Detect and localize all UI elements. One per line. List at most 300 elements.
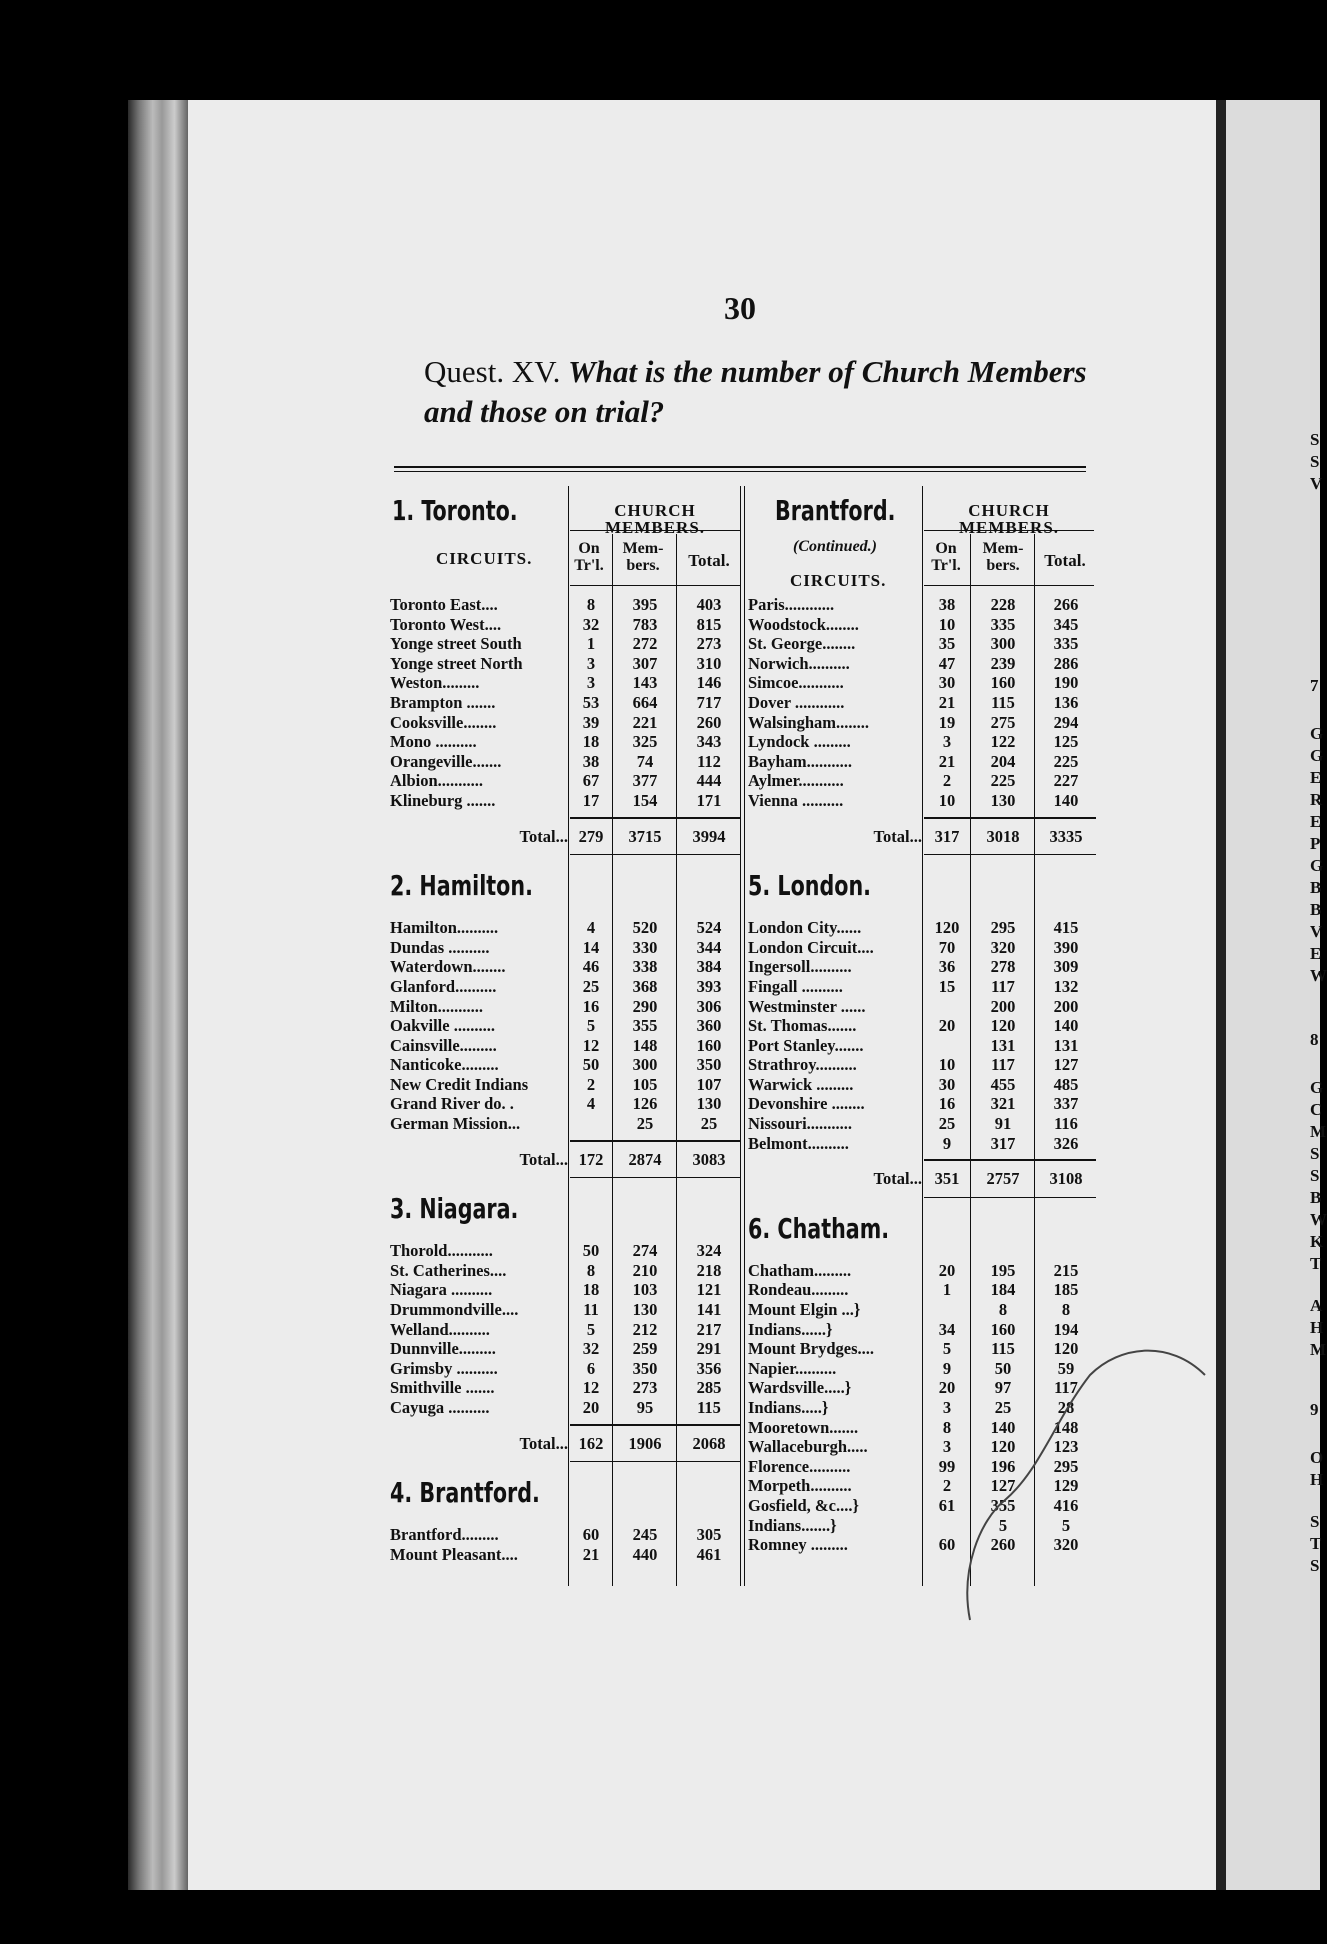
facing-page-fragment: R: [1310, 790, 1323, 809]
circuit-name: Cayuga ..........: [390, 1398, 490, 1417]
facing-page-fragment: V: [1310, 474, 1323, 493]
on-trial-value: 8: [942, 1417, 952, 1437]
table-row: [390, 1261, 742, 1281]
on-trial-value: 20: [938, 1260, 956, 1280]
table-row: [390, 693, 742, 713]
total-total: 3108: [1049, 1169, 1083, 1189]
circuit-name: Mount Brydges....: [748, 1339, 875, 1359]
circuit-name: Dundas ..........: [390, 937, 490, 957]
members-value: 300: [990, 634, 1016, 654]
left-on-trial-header: On Tr'l.: [574, 540, 604, 574]
members-value: 307: [632, 653, 658, 673]
on-trial-value: 2: [942, 771, 952, 791]
total-members: 2874: [628, 1149, 662, 1169]
circuit-name: German Mission...: [390, 1114, 521, 1134]
facing-page-fragment: S: [1310, 1512, 1320, 1531]
total-total: 2068: [692, 1433, 726, 1453]
circuit-name: Brampton .......: [390, 692, 496, 712]
table-row: [748, 977, 1098, 997]
facing-page-fragment: H: [1310, 1470, 1324, 1489]
total-value: 200: [1053, 996, 1079, 1016]
circuit-name: Nanticoke.........: [390, 1055, 499, 1075]
members-value: 25: [994, 1398, 1012, 1417]
members-value: 126: [632, 1094, 658, 1114]
on-trial-value: 99: [938, 1456, 956, 1476]
circuit-name: St. Catherines....: [390, 1260, 507, 1280]
on-trial-value: 2: [586, 1074, 596, 1094]
facing-page-fragment: 9: [1310, 1400, 1319, 1419]
on-trial-value: 53: [582, 692, 600, 712]
members-value: 245: [632, 1525, 658, 1545]
table-row: [748, 1036, 1098, 1056]
total-value: 194: [1053, 1319, 1079, 1339]
total-value: 320: [1053, 1535, 1079, 1555]
on-trial-value: 16: [938, 1094, 956, 1114]
members-value: 131: [990, 1035, 1016, 1055]
total-value: 129: [1053, 1476, 1079, 1496]
total-row: [748, 827, 1098, 847]
total-rule: [570, 1424, 740, 1426]
total-value: 117: [1054, 1378, 1078, 1398]
on-trial-value: 6: [586, 1358, 596, 1378]
circuit-name: Romney .........: [748, 1535, 848, 1555]
table-row: [390, 1320, 742, 1340]
members-value: 97: [994, 1378, 1012, 1398]
left-church-members-header: CHURCH MEMBERS.: [604, 501, 706, 537]
table-row: [390, 673, 742, 693]
on-trial-value: 5: [942, 1339, 952, 1359]
total-value: 485: [1053, 1074, 1079, 1094]
facing-page-fragment: A: [1310, 1296, 1323, 1315]
total-underline: [570, 1461, 740, 1462]
question-label: Quest. XV.: [424, 354, 561, 389]
members-value: 395: [632, 595, 658, 614]
members-value: 143: [632, 673, 658, 693]
members-value: 50: [994, 1358, 1012, 1378]
members-value: 105: [632, 1074, 658, 1094]
total-value: 273: [696, 634, 722, 654]
total-value: 127: [1053, 1055, 1079, 1075]
table-row: [390, 1094, 742, 1114]
section-title: 2. Hamilton.: [390, 869, 533, 903]
total-value: 294: [1053, 712, 1079, 732]
members-value: 120: [990, 1016, 1016, 1036]
on-trial-value: 38: [582, 751, 600, 771]
on-trial-value: 1: [586, 634, 596, 654]
center-divider-2: [744, 486, 745, 1586]
circuit-name: Ingersoll..........: [748, 957, 852, 977]
total-value: 132: [1053, 976, 1079, 996]
on-trial-value: 10: [938, 614, 956, 634]
members-value: 225: [990, 771, 1016, 791]
total-on-trial: 172: [578, 1149, 604, 1169]
total-value: 393: [696, 976, 722, 996]
table-row: [390, 732, 742, 752]
on-trial-value: 20: [938, 1016, 956, 1036]
circuit-name: Paris............: [748, 595, 835, 614]
members-value: 160: [990, 673, 1016, 693]
facing-page-fragment: S: [1310, 452, 1320, 471]
total-value: 356: [696, 1358, 722, 1378]
table-row: [748, 997, 1098, 1017]
top-rule: [394, 466, 1086, 468]
circuit-name: Grimsby ..........: [390, 1358, 498, 1378]
total-value: 215: [1053, 1260, 1079, 1280]
total-value: 148: [1053, 1417, 1079, 1437]
circuit-name: Mooretown.......: [748, 1417, 859, 1437]
facing-page-fragment: V: [1310, 922, 1323, 941]
total-value: 344: [696, 937, 722, 957]
members-value: 783: [632, 614, 658, 634]
circuit-name: Gosfield, &c....}: [748, 1495, 859, 1515]
total-members: 2757: [986, 1169, 1020, 1189]
circuit-name: St. George........: [748, 634, 856, 654]
on-trial-value: 25: [938, 1114, 956, 1134]
members-value: 195: [990, 1260, 1016, 1280]
on-trial-value: 18: [582, 732, 600, 752]
on-trial-value: 35: [938, 634, 956, 654]
section-title-toronto: 1. Toronto.: [392, 494, 518, 527]
page-number: 30: [724, 290, 756, 326]
members-value: 295: [990, 918, 1016, 938]
total-value: 25: [700, 1114, 718, 1134]
members-value: 455: [990, 1074, 1016, 1094]
members-value: 290: [632, 996, 658, 1016]
facing-page-fragment: G: [1310, 724, 1324, 743]
total-value: 416: [1053, 1495, 1079, 1515]
total-value: 160: [696, 1035, 722, 1055]
on-trial-value: 3: [942, 1398, 952, 1417]
total-members: 1906: [628, 1433, 662, 1453]
table-row: [748, 654, 1098, 674]
total-value: 171: [696, 790, 722, 810]
on-trial-value: 18: [582, 1280, 600, 1300]
right-subheader-rule: [924, 585, 1094, 586]
total-value: 524: [696, 918, 722, 938]
on-trial-value: 39: [582, 712, 600, 732]
on-trial-value: 38: [938, 595, 956, 614]
table-row: [390, 1055, 742, 1075]
total-on-trial: 317: [934, 826, 960, 846]
circuit-name: Indians......}: [748, 1319, 833, 1339]
members-value: 122: [990, 732, 1016, 752]
circuit-name: Lyndock .........: [748, 732, 851, 752]
table-row: [390, 957, 742, 977]
table-row: [390, 997, 742, 1017]
facing-page-fragment: G: [1310, 1078, 1324, 1097]
facing-page-fragment: 7: [1310, 676, 1319, 695]
pencil-mark: [960, 1330, 1230, 1630]
total-value: 190: [1053, 673, 1079, 693]
table-row: [390, 1525, 742, 1545]
circuit-name: Glanford..........: [390, 976, 497, 996]
table-row: [748, 1114, 1098, 1134]
circuit-name: Drummondville....: [390, 1300, 519, 1320]
total-value: 306: [696, 996, 722, 1016]
members-value: 5: [998, 1515, 1008, 1535]
total-value: 217: [696, 1319, 722, 1339]
facing-page-fragment: W: [1310, 966, 1327, 985]
circuit-name: Strathroy..........: [748, 1055, 857, 1075]
total-value: 350: [696, 1055, 722, 1075]
on-trial-value: 61: [938, 1495, 956, 1515]
circuit-name: Westminster ......: [748, 996, 866, 1016]
total-value: 326: [1053, 1133, 1079, 1153]
circuit-name: Oakville ..........: [390, 1016, 495, 1036]
members-value: 25: [636, 1114, 654, 1134]
members-value: 440: [632, 1544, 658, 1564]
facing-page-fragment: H: [1310, 1318, 1324, 1337]
on-trial-value: 50: [582, 1241, 600, 1261]
table-row: [390, 634, 742, 654]
total-value: 384: [696, 957, 722, 977]
total-value: 310: [696, 653, 722, 673]
total-value: 717: [696, 692, 722, 712]
on-trial-value: 10: [938, 790, 956, 810]
members-value: 239: [990, 653, 1016, 673]
table-row: [748, 1094, 1098, 1114]
left-subheader-rule: [570, 585, 740, 586]
on-trial-value: 2: [942, 1476, 952, 1496]
total-value: 185: [1053, 1280, 1079, 1300]
on-trial-value: 10: [938, 1055, 956, 1075]
circuit-name: Norwich..........: [748, 653, 850, 673]
members-value: 130: [990, 790, 1016, 810]
table-row: [390, 1016, 742, 1036]
members-value: 377: [632, 771, 658, 791]
circuit-name: Nissouri...........: [748, 1114, 853, 1134]
on-trial-value: 11: [583, 1300, 599, 1320]
on-trial-value: 15: [938, 976, 956, 996]
on-trial-value: 9: [942, 1133, 952, 1153]
circuit-name: New Credit Indians: [390, 1074, 529, 1094]
members-value: 275: [990, 712, 1016, 732]
on-trial-value: 30: [938, 1074, 956, 1094]
right-circuits-header: CIRCUITS.: [790, 571, 887, 590]
table-row: [390, 595, 742, 615]
total-value: 125: [1053, 732, 1079, 752]
table-row: [390, 771, 742, 791]
facing-page-fragment: B: [1310, 900, 1322, 919]
facing-page-fragment: C: [1310, 1100, 1323, 1119]
on-trial-value: 21: [582, 1544, 600, 1564]
members-value: 160: [990, 1319, 1016, 1339]
table-row: [390, 1398, 742, 1418]
total-value: 335: [1053, 634, 1079, 654]
members-value: 221: [632, 712, 658, 732]
on-trial-value: 3: [586, 673, 596, 693]
facing-page-fragment: P: [1310, 834, 1321, 853]
circuit-name: Florence..........: [748, 1456, 851, 1476]
members-value: 260: [990, 1535, 1016, 1555]
table-row: [390, 938, 742, 958]
facing-page-fragment: B: [1310, 1188, 1322, 1207]
on-trial-value: 20: [938, 1378, 956, 1398]
top-rule-thin: [394, 471, 1086, 472]
table-row: [748, 752, 1098, 772]
table-row: [748, 1261, 1098, 1281]
on-trial-value: 19: [938, 712, 956, 732]
total-on-trial: 351: [934, 1169, 960, 1189]
members-value: 330: [632, 937, 658, 957]
facing-page-fragment: S: [1310, 430, 1320, 449]
circuit-name: Wardsville.....}: [748, 1378, 852, 1398]
table-row: [748, 1134, 1098, 1154]
table-row: [390, 1241, 742, 1261]
members-value: 273: [632, 1378, 658, 1398]
on-trial-value: 8: [586, 595, 596, 614]
table-row: [390, 1075, 742, 1095]
members-value: 212: [632, 1319, 658, 1339]
circuit-name: Mono ..........: [390, 732, 477, 752]
total-on-trial: 279: [578, 826, 604, 846]
circuit-name: Welland..........: [390, 1319, 490, 1339]
left-column: [390, 595, 742, 1564]
circuit-name: Hamilton..........: [390, 918, 499, 938]
circuit-name: Milton...........: [390, 996, 484, 1016]
table-row: [748, 938, 1098, 958]
on-trial-value: 60: [938, 1535, 956, 1555]
circuit-name: Chatham.........: [748, 1260, 852, 1280]
total-value: 107: [696, 1074, 722, 1094]
circuit-name: Cainsville.........: [390, 1035, 497, 1055]
members-value: 355: [632, 1016, 658, 1036]
left-header-rule: [570, 530, 740, 531]
table-row: [748, 1055, 1098, 1075]
book-page-edges: [128, 100, 190, 1890]
circuit-name: Napier..........: [748, 1358, 837, 1378]
members-value: 103: [632, 1280, 658, 1300]
circuit-name: Woodstock........: [748, 614, 859, 634]
on-trial-value: 50: [582, 1055, 600, 1075]
members-value: 272: [632, 634, 658, 654]
continued-label: (Continued.): [792, 538, 877, 555]
members-value: 335: [990, 614, 1016, 634]
circuit-name: Smithville .......: [390, 1378, 495, 1398]
question-text: What is the number of Church Members and those on trial?: [424, 354, 1087, 429]
on-trial-value: 9: [942, 1358, 952, 1378]
on-trial-value: 32: [582, 1339, 600, 1359]
total-label: Total...: [873, 1169, 922, 1189]
members-value: 115: [991, 692, 1015, 712]
members-value: 320: [990, 937, 1016, 957]
total-value: 461: [696, 1544, 722, 1564]
circuit-name: Thorold...........: [390, 1241, 493, 1261]
on-trial-value: 4: [586, 918, 596, 938]
total-value: 218: [696, 1260, 722, 1280]
circuit-name: Yonge street South: [390, 634, 522, 654]
total-value: 140: [1053, 1016, 1079, 1036]
table-row: [390, 918, 742, 938]
on-trial-value: 5: [586, 1319, 596, 1339]
total-rule: [924, 1159, 1096, 1161]
members-value: 520: [632, 918, 658, 938]
total-value: 291: [696, 1339, 722, 1359]
on-trial-value: 1: [942, 1280, 952, 1300]
section-title: 3. Niagara.: [390, 1192, 519, 1226]
table-row: [390, 1036, 742, 1056]
total-label: Total...: [519, 826, 568, 846]
table-row: [748, 1075, 1098, 1095]
total-value: 360: [696, 1016, 722, 1036]
members-value: 91: [994, 1114, 1012, 1134]
on-trial-value: 60: [582, 1525, 600, 1545]
table-row: [748, 791, 1098, 811]
table-row: [748, 771, 1098, 791]
table-row: [390, 1114, 742, 1134]
total-members: 3715: [628, 826, 662, 846]
facing-page: [1226, 100, 1327, 1890]
facing-page-fragment: M: [1310, 1340, 1327, 1359]
total-rule: [570, 1140, 740, 1142]
section-title-brantford-continued: Brantford.: [775, 494, 896, 527]
facing-page-fragment: B: [1310, 878, 1322, 897]
table-row: [390, 1359, 742, 1379]
circuit-name: Simcoe...........: [748, 673, 844, 693]
circuit-name: Waterdown........: [390, 957, 506, 977]
members-value: 148: [632, 1035, 658, 1055]
total-value: 141: [696, 1300, 722, 1320]
on-trial-value: 3: [586, 653, 596, 673]
members-value: 127: [990, 1476, 1016, 1496]
members-value: 355: [990, 1495, 1016, 1515]
total-label: Total...: [873, 826, 922, 846]
circuit-name: Weston.........: [390, 673, 480, 693]
circuit-name: Bayham...........: [748, 751, 853, 771]
total-value: 28: [1057, 1398, 1075, 1417]
circuit-name: Aylmer...........: [748, 771, 844, 791]
total-value: 415: [1053, 918, 1079, 938]
on-trial-value: 36: [938, 957, 956, 977]
circuit-name: Grand River do. .: [390, 1094, 514, 1114]
total-value: 403: [696, 595, 722, 614]
question-heading: [424, 352, 1104, 432]
facing-page-fragment: S: [1310, 1166, 1320, 1185]
members-value: 196: [990, 1456, 1016, 1476]
on-trial-value: 70: [938, 937, 956, 957]
total-value: 140: [1053, 790, 1079, 810]
on-trial-value: 16: [582, 996, 600, 1016]
right-total-header: Total.: [1044, 551, 1086, 570]
circuit-name: London City......: [748, 918, 862, 938]
circuit-name: Walsingham........: [748, 712, 870, 732]
total-underline: [924, 1197, 1096, 1198]
table-row: [748, 1016, 1098, 1036]
total-value: 309: [1053, 957, 1079, 977]
table-row: [390, 752, 742, 772]
table-row: [390, 1545, 742, 1565]
facing-page-fragment: 8: [1310, 1030, 1319, 1049]
total-value: 345: [1053, 614, 1079, 634]
total-value: 130: [696, 1094, 722, 1114]
facing-page-fragment: G: [1310, 746, 1324, 765]
members-value: 115: [991, 1339, 1015, 1359]
on-trial-value: 30: [938, 673, 956, 693]
facing-page-fragment: K: [1310, 1232, 1324, 1251]
facing-page-fragment: T: [1310, 1254, 1322, 1273]
total-label: Total...: [519, 1149, 568, 1169]
section-title: 6. Chatham.: [748, 1211, 890, 1245]
members-value: 200: [990, 996, 1016, 1016]
members-value: 140: [990, 1417, 1016, 1437]
facing-page-fragment: O: [1310, 1448, 1324, 1467]
total-underline: [924, 854, 1096, 855]
facing-page-fragment: S: [1310, 1556, 1320, 1575]
on-trial-value: 8: [586, 1260, 596, 1280]
members-value: 368: [632, 976, 658, 996]
circuit-name: Brantford.........: [390, 1525, 499, 1545]
table-row: [748, 957, 1098, 977]
